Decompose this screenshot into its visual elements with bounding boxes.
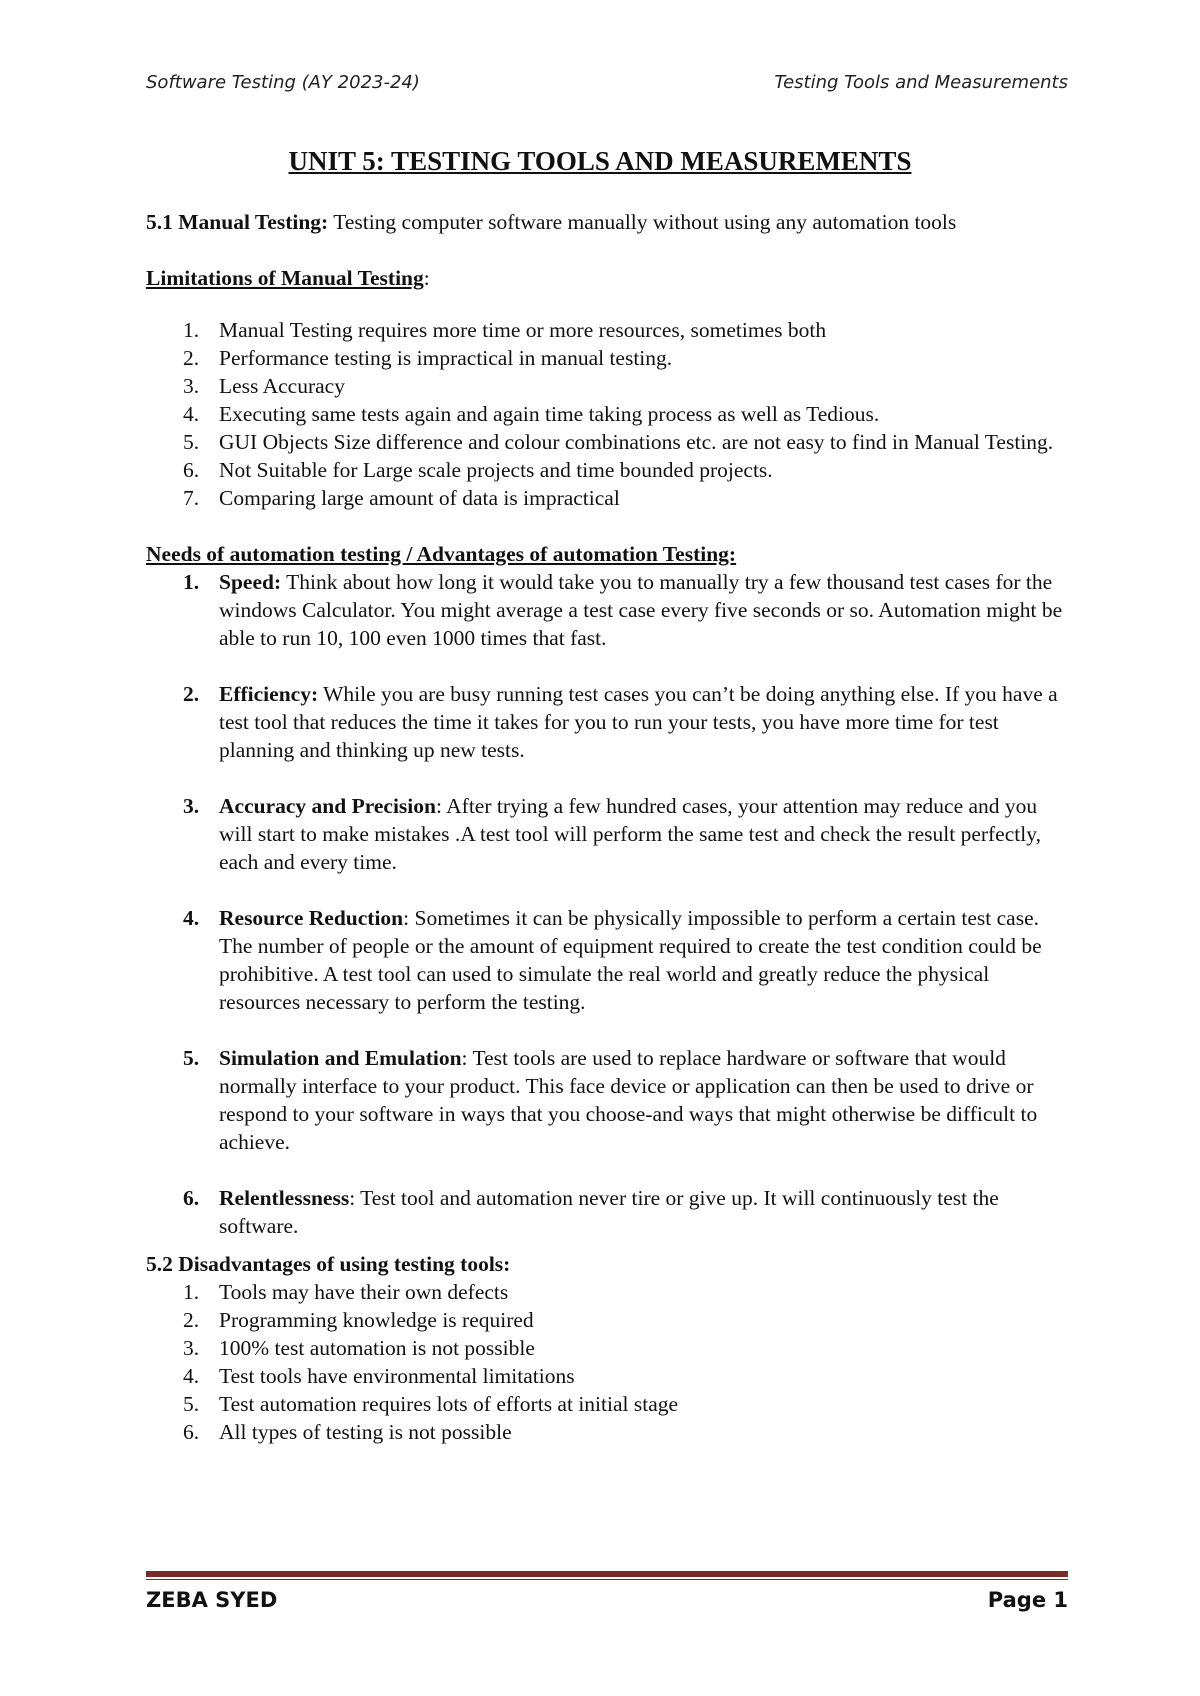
advantage-title: Simulation and Emulation	[219, 1046, 462, 1070]
page-footer	[146, 1588, 1068, 1612]
list-item: Programming knowledge is required	[219, 1308, 534, 1332]
advantage-title: Efficiency:	[219, 682, 319, 706]
list-item: GUI Objects Size difference and colour combinations etc. are not easy to find in Manual Testing.	[219, 430, 1054, 454]
list-item: Performance testing is impractical in manual testing.	[219, 346, 673, 370]
advantage-title: Speed:	[219, 570, 282, 594]
manual-testing-text: Testing computer software manually without using any automation tools	[328, 210, 957, 234]
list-item: Test automation requires lots of efforts at initial stage	[219, 1392, 679, 1416]
list-item: Comparing large amount of data is impractical	[219, 486, 620, 510]
advantage-title: Resource Reduction	[219, 906, 404, 930]
advantages-heading: Needs of automation testing / Advantages of automation Testing:	[146, 542, 737, 566]
list-item: Less Accuracy	[219, 374, 345, 398]
limitations-list	[146, 316, 1068, 512]
list-item: Test tools have environmental limitations	[219, 1364, 575, 1388]
footer-author: ZEBA SYED	[146, 1588, 278, 1612]
main-content	[146, 208, 1068, 1446]
page-title: UNIT 5: TESTING TOOLS AND MEASUREMENTS	[288, 146, 912, 176]
list-item	[219, 792, 1068, 876]
limitations-heading-text: Limitations of Manual Testing	[146, 266, 424, 290]
header-right: Testing Tools and Measurements	[774, 72, 1068, 93]
list-item	[219, 680, 1068, 764]
advantage-text: : Test tool and automation never tire or give up. It will continuously test the software.	[219, 1186, 999, 1238]
advantage-text: : Test tools are used to replace hardware or software that would normally interface to your product. This face device or application can then be used to drive or respond to your software in ways that you choose-and ways that might otherwise be difficult to achieve.	[219, 1046, 1038, 1154]
list-item: Manual Testing requires more time or more resources, sometimes both	[219, 318, 827, 342]
advantage-title: Relentlessness	[219, 1186, 350, 1210]
header-left: Software Testing (AY 2023-24)	[146, 72, 420, 93]
advantage-text: : Sometimes it can be physically impossible to perform a certain test case. The number of people or the amount of equipment required to create the test condition could be prohibitive. A test tool can used to simulate the real world and greatly reduce the physical resources necessary to perform the testing.	[219, 906, 1042, 1014]
footer-divider-thin	[146, 1579, 1068, 1580]
list-item	[219, 1184, 1068, 1240]
limitations-heading	[146, 264, 1068, 292]
list-item: Not Suitable for Large scale projects and time bounded projects.	[219, 458, 773, 482]
list-item: All types of testing is not possible	[219, 1420, 512, 1444]
manual-testing-label: 5.1 Manual Testing:	[146, 210, 329, 234]
list-item: Tools may have their own defects	[219, 1280, 509, 1304]
footer-page-number: Page 1	[987, 1588, 1068, 1612]
manual-testing-definition	[146, 208, 1068, 236]
disadvantages-list	[146, 1278, 1068, 1446]
footer-divider	[146, 1571, 1068, 1577]
list-item: Executing same tests again and again time taking process as well as Tedious.	[219, 402, 880, 426]
list-item	[219, 904, 1068, 1016]
list-item	[219, 1044, 1068, 1156]
advantage-text: Think about how long it would take you to manually try a few thousand test cases for the windows Calculator. You might average a test case every five seconds or so. Automation might be able to run 10, 100 even 1000 times that fast.	[219, 570, 1063, 650]
list-item	[219, 568, 1068, 652]
advantage-text: While you are busy running test cases you can’t be doing anything else. If you have a test tool that reduces the time it takes for you to run your tests, you have more time for test planning and thinking up new tests.	[219, 682, 1058, 762]
list-item: 100% test automation is not possible	[219, 1336, 535, 1360]
page-header	[146, 72, 1068, 93]
advantages-list	[146, 568, 1068, 1240]
advantage-title: Accuracy and Precision	[219, 794, 436, 818]
advantage-text: : After trying a few hundred cases, your attention may reduce and you will start to make mistakes .A test tool will perform the same test and check the result perfectly, each and every time.	[219, 794, 1041, 874]
disadvantages-heading: 5.2 Disadvantages of using testing tools:	[146, 1252, 511, 1276]
limitations-heading-colon: :	[423, 266, 430, 290]
